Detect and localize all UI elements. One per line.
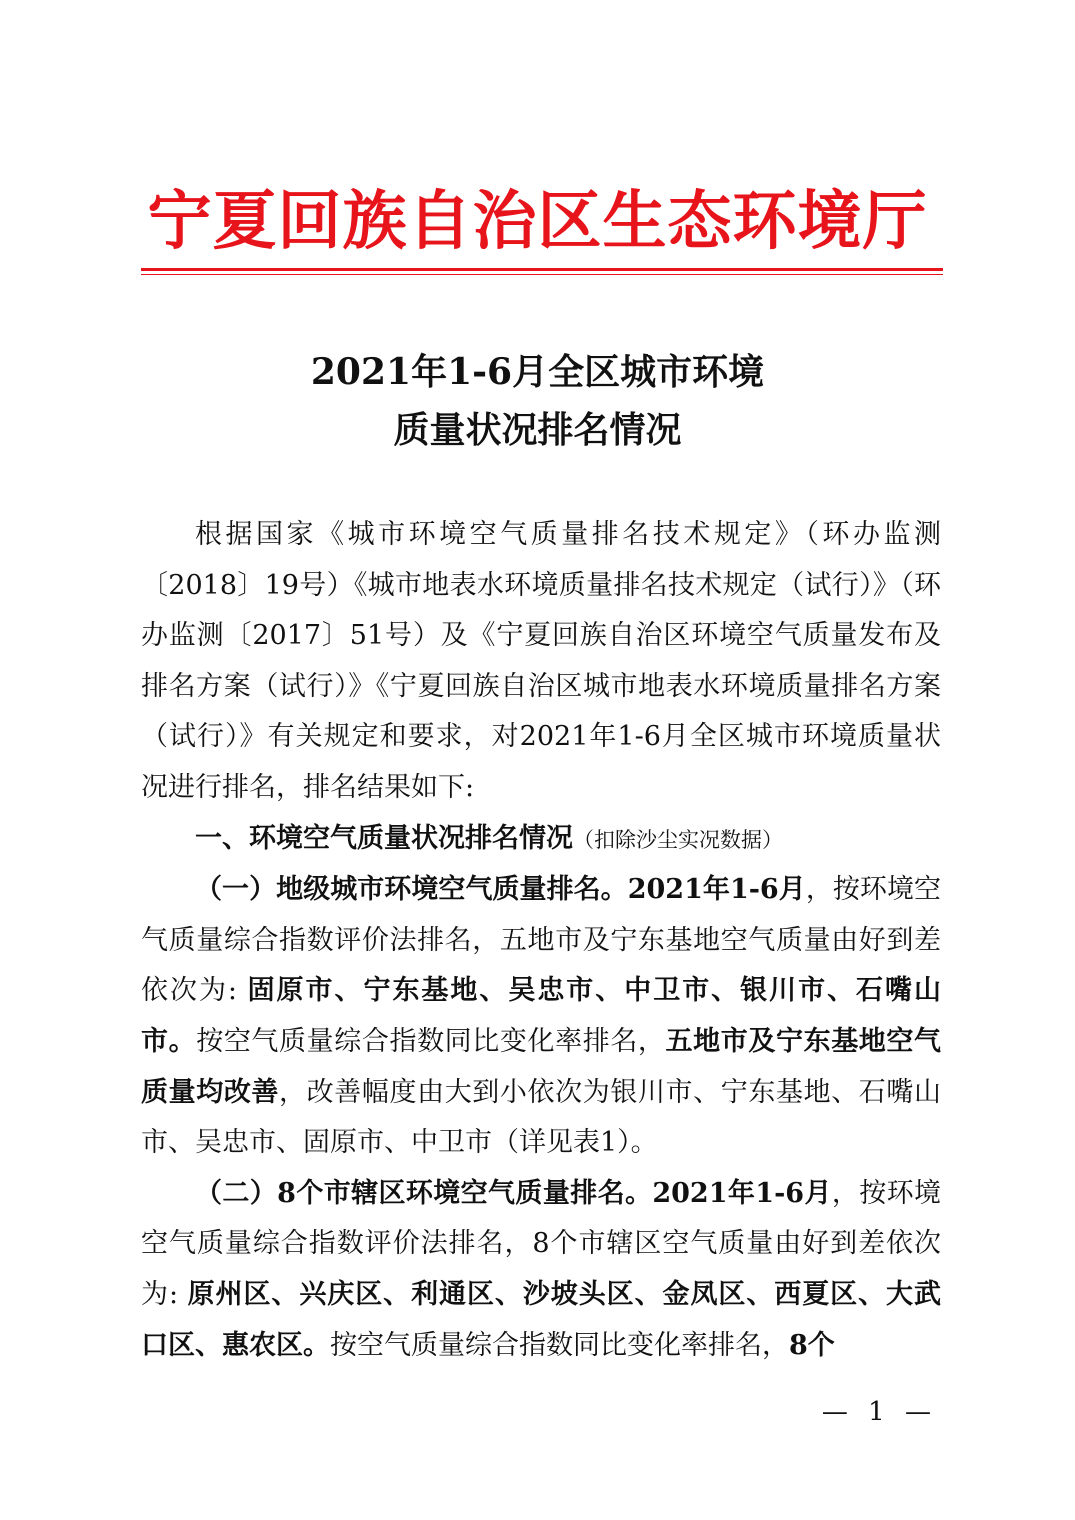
subsection-2-text-2: 按空气质量综合指数同比变化率排名，	[330, 1329, 789, 1361]
section-1-heading	[141, 814, 941, 866]
subsection-1-text-2: 按空气质量综合指数同比变化率排名，	[196, 1025, 666, 1057]
page-number: — 1 —	[821, 1397, 937, 1427]
section-1-title: 一、环境空气质量状况排名情况	[195, 822, 573, 854]
subsection-2-ranking: 原州区、兴庆区、利通区、沙坡头区、金凤区、西夏区、大武口区、惠农区。	[141, 1278, 941, 1361]
subsection-1-heading: （一）地级城市环境空气质量排名。2021年1-6月	[195, 874, 806, 906]
document-title-line-2: 质量状况排名情况	[393, 409, 682, 451]
subsection-1-improvement: 五地市及宁东基地空气质量均改善	[141, 1025, 942, 1108]
masthead-divider-thin	[141, 274, 943, 275]
subsection-2-paragraph	[141, 1169, 941, 1371]
subsection-2-continued: 8个	[789, 1329, 835, 1361]
masthead-title: 宁夏回族自治区生态环境厅	[147, 185, 928, 259]
subsection-2-heading: （二）8个市辖区环境空气质量排名。2021年1-6月	[195, 1177, 832, 1209]
document-body	[141, 510, 941, 1371]
subsection-2-text-1: ，按环境空气质量综合指数评价法排名，8个市辖区空气质量由好到差依次为:	[141, 1177, 942, 1310]
subsection-1-text-1: ，按环境空气质量综合指数评价法排名，五地市及宁东基地空气质量由好到差依次为:	[141, 874, 941, 1007]
subsection-1-paragraph	[141, 865, 941, 1169]
subsection-1-text-3: ，改善幅度由大到小依次为银川市、宁东基地、石嘴山市、吴忠市、固原市、中卫市（详见表1）。	[141, 1076, 942, 1159]
section-1-note: （扣除沙尘实况数据）	[573, 827, 783, 852]
subsection-1-ranking: 固原市、宁东基地、吴忠市、中卫市、银川市、石嘴山市。	[141, 975, 941, 1057]
masthead-divider	[141, 268, 943, 271]
intro-paragraph: 根据国家《城市环境空气质量排名技术规定》（环办监测〔2018〕19号）《城市地表水环境质量排名技术规定（试行）》（环办监测〔2017〕51号）及《宁夏回族自治区环境空气质量发布及排名方案（试行）》《宁夏回族自治区城市地表水环境质量排名方案（试行）》有关规定和要求，对2021年1-6月全区城市环境质量状况进行排名，排名结果如下:	[141, 519, 941, 803]
document-title-line-1: 2021年1-6月全区城市环境	[310, 351, 765, 393]
